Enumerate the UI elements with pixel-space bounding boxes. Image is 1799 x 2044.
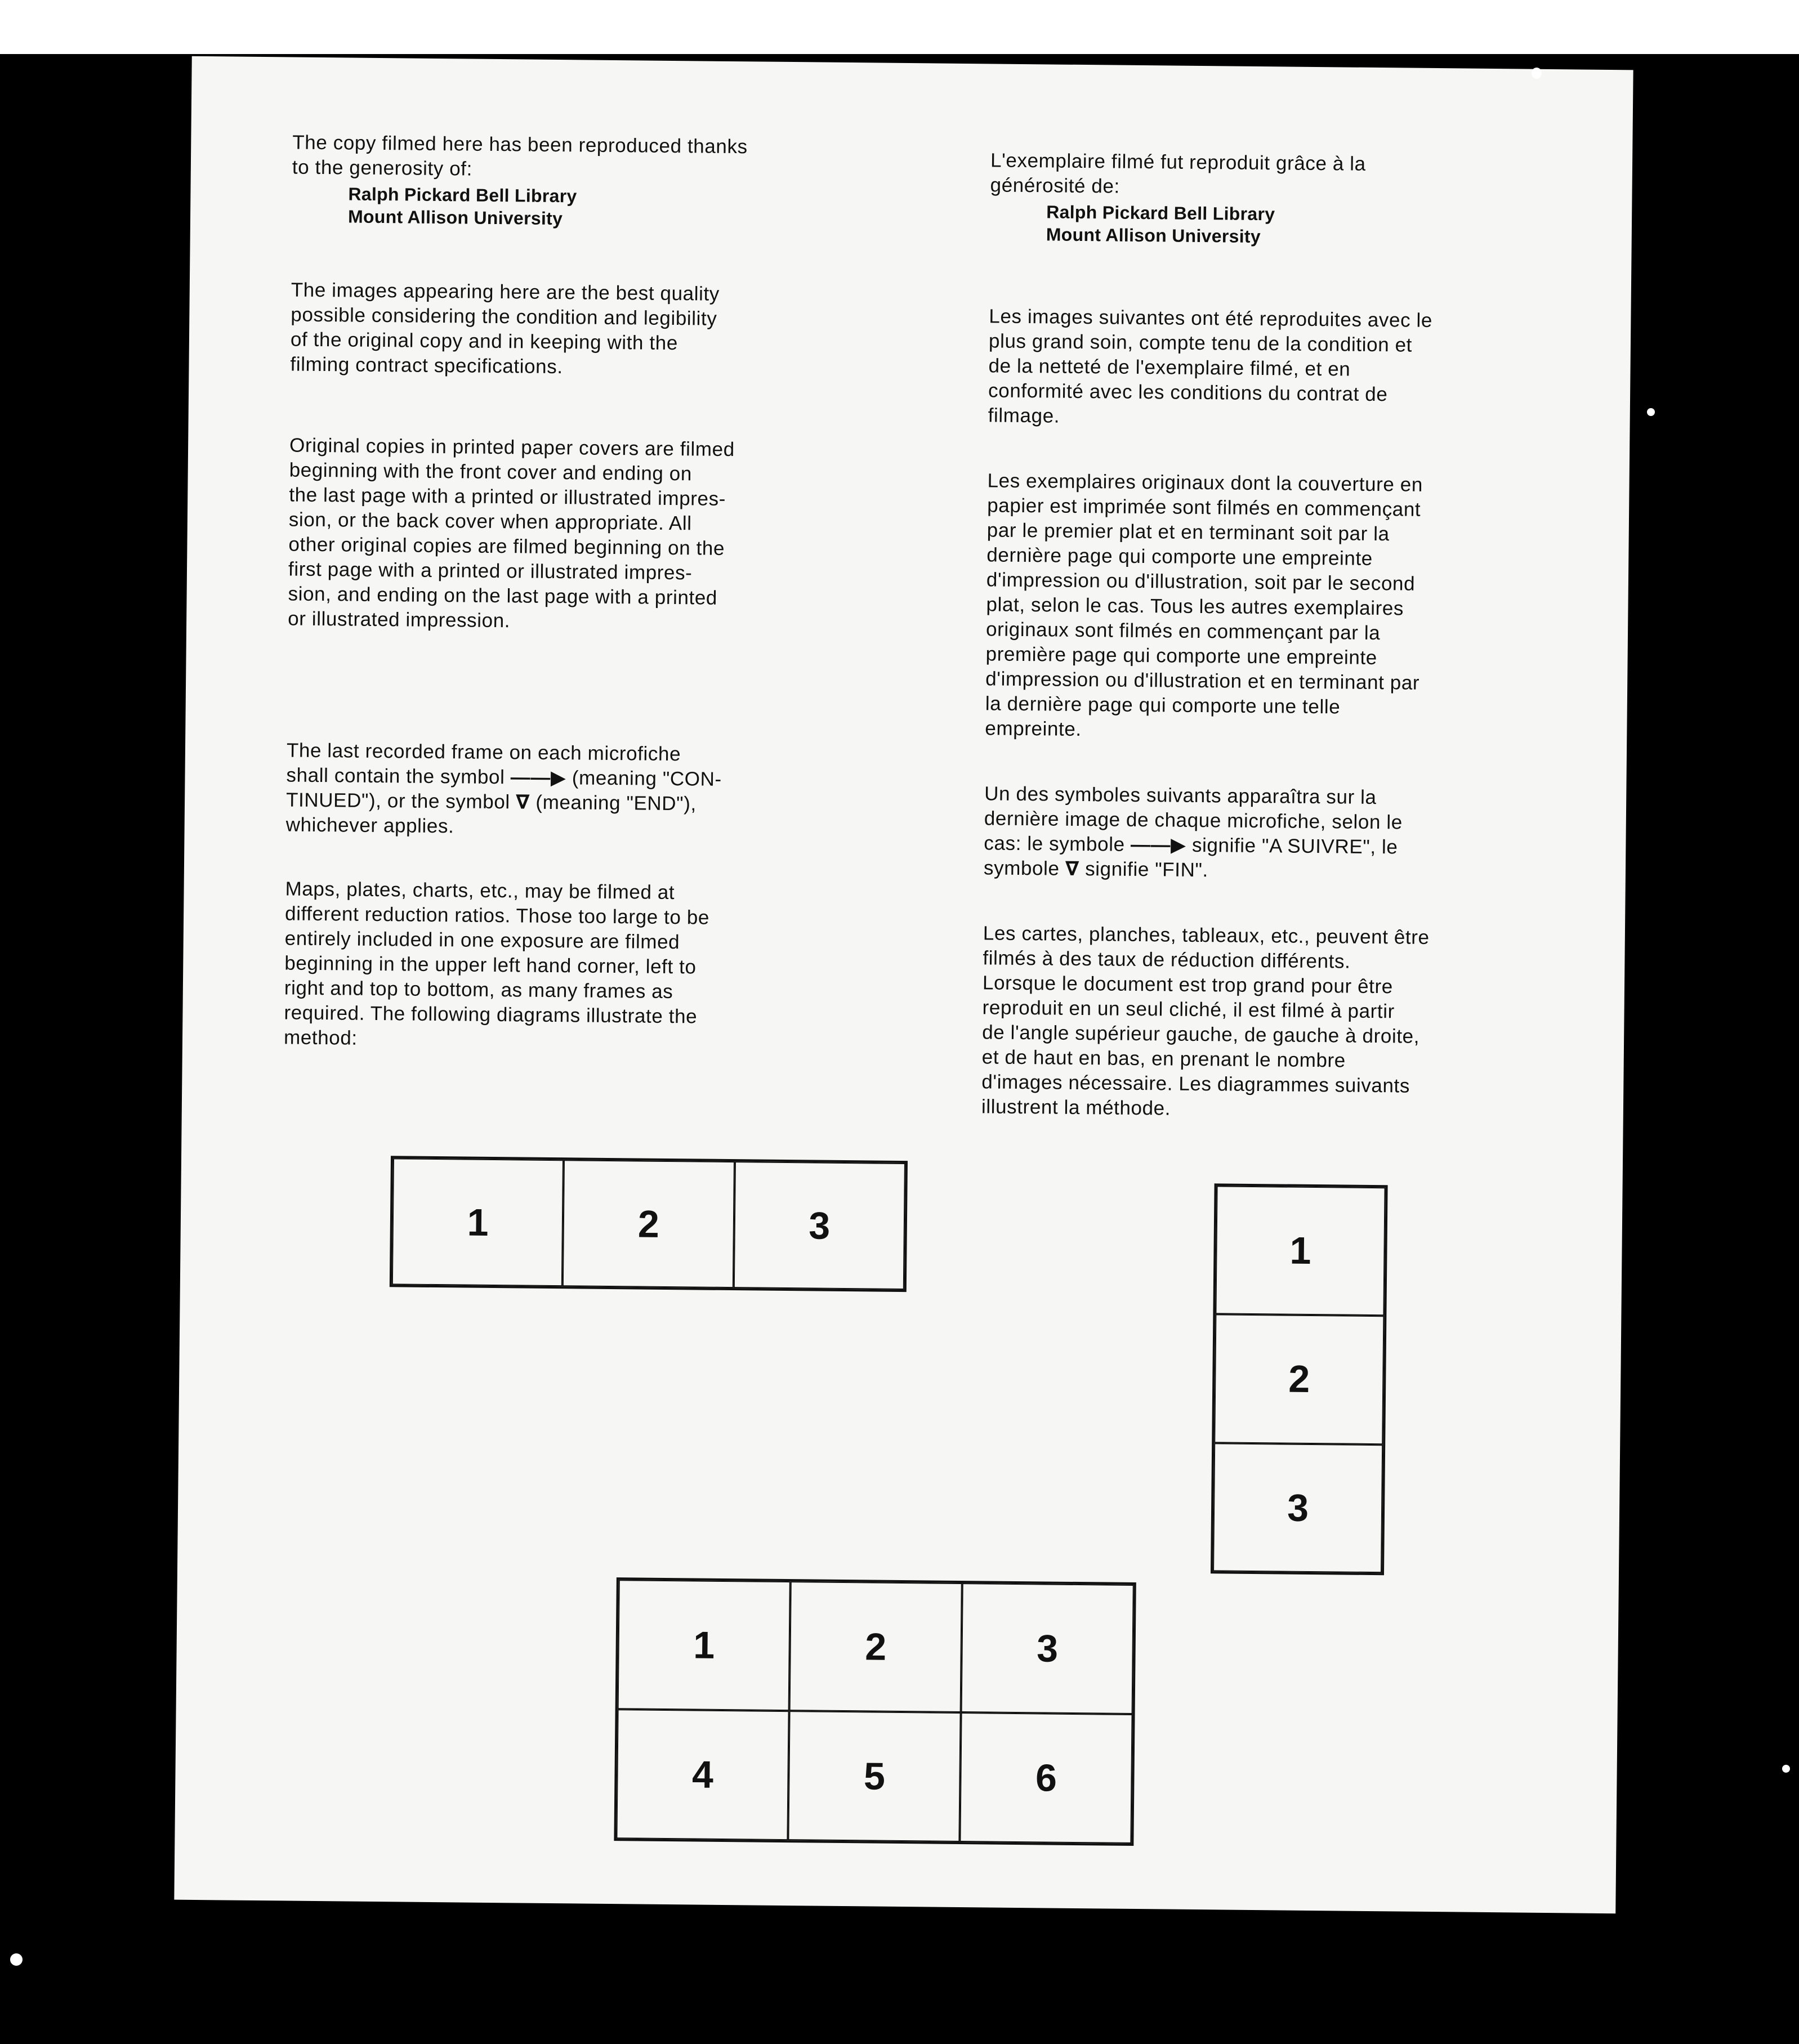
film-speck [1647, 408, 1655, 416]
vertical-frames-diagram [1211, 1183, 1388, 1575]
diagram-frame: 6 [959, 1712, 1132, 1844]
en-symbols-text-2: (meaning "CON- TINUED"), or the symbol [285, 767, 722, 813]
film-speck [1532, 68, 1542, 79]
film-speck [1782, 1765, 1790, 1773]
fr-intro: L'exemplaire filmé fut reproduit grâce à la générosité de: [990, 149, 1366, 198]
en-symbols-text-1: The last recorded frame on each microfiche shall contain the symbol [286, 739, 681, 789]
microfiche-target-page [174, 56, 1633, 1913]
diagram-frame: 3 [961, 1583, 1134, 1714]
fr-symbols-text-3: signifie "FIN". [1079, 857, 1208, 882]
diagram-frame: 1 [1215, 1186, 1385, 1316]
horizontal-frames-diagram [390, 1156, 908, 1292]
fr-quality-paragraph: Les images suivantes ont été reproduites avec le plus grand soin, compte tenu de la condition et de la netteté de l'exemplaire filmé, et en conformité avec les conditions du contrat de filmage. [988, 305, 1433, 427]
en-intro: The copy filmed here has been reproduced thanks to the generosity of: [292, 131, 748, 180]
end-triangle-icon: ∇ [515, 791, 530, 813]
fr-symbols-text-2: signifie "A SUIVRE", le symbole [983, 834, 1398, 880]
diagram-frame: 5 [788, 1711, 961, 1842]
diagram-frame: 3 [1213, 1443, 1383, 1573]
en-covers-paragraph: Original copies in printed paper covers are filmed beginning with the front cover and ending on the last page with a printed or illustrated impres- sion, or the back cover when appropriate. All other original copies are filmed beginning on the first page with a printed or illustrated impres- sion, and ending on the last page with a printed or illustrated impression. [288, 434, 735, 632]
diagram-frame: 2 [789, 1581, 962, 1712]
diagram-frame: 2 [563, 1160, 734, 1288]
english-column [284, 131, 873, 1056]
end-triangle-icon: ∇ [1065, 857, 1080, 880]
continued-arrow-icon: ——▶ [1130, 833, 1186, 856]
diagram-frame: 2 [1214, 1314, 1384, 1444]
en-quality-paragraph: The images appearing here are the best quality possible considering the condition and legibility of the original copy and in keeping with the filming contract specifications. [290, 279, 720, 378]
en-library-name: Ralph Pickard Bell Library [348, 184, 577, 207]
diagram-frame: 1 [392, 1158, 564, 1286]
fr-library-name: Ralph Pickard Bell Library [1046, 202, 1275, 225]
en-symbols-paragraph [285, 738, 867, 843]
diagram-frame: 4 [616, 1709, 789, 1840]
fr-symbols-paragraph [984, 781, 1565, 886]
french-column [981, 148, 1571, 1125]
en-university-name: Mount Allison University [347, 206, 563, 229]
fr-covers-paragraph: Les exemplaires originaux dont la couverture en papier est imprimée sont filmés en commençant par le premier plat et en terminant soit par la dernière page qui comporte une empreinte d'impression ou d'illustration, soit par le second plat, selon le cas. Tous les autres exemplaires originaux sont filmés en commençant par la première page qui comporte une empreinte d'impression ou d'illustration et en terminant par la dernière page qui comporte une telle empreinte. [985, 469, 1423, 741]
grid-frames-diagram [614, 1577, 1136, 1846]
diagram-frame: 1 [618, 1580, 791, 1711]
microfilm-top-edge [0, 0, 1799, 54]
fr-university-name: Mount Allison University [1046, 224, 1261, 247]
en-maps-paragraph: Maps, plates, charts, etc., may be filmed at different reduction ratios. Those too large to be entirely included in one exposure are filmed beginning in the upper left hand corner, left to right and top to bottom, as many frames as required. The following diagrams illustrate the method: [283, 878, 710, 1049]
fr-symbols-text-1: Un des symboles suivants apparaîtra sur la dernière image de chaque microfiche, selon le cas: le symbole [984, 782, 1403, 856]
continued-arrow-icon: ——▶ [510, 766, 566, 789]
diagram-frame: 3 [733, 1161, 905, 1290]
film-speck [10, 1953, 23, 1966]
en-symbols-text-3: (meaning "END"), whichever applies. [285, 791, 697, 838]
fr-maps-paragraph: Les cartes, planches, tableaux, etc., peuvent être filmés à des taux de réduction différents. Lorsque le document est trop grand pour être reproduit en un seul cliché, il est filmé à partir de l'angle supérieur gauche, de gauche à droite, et de haut en bas, en prenant le nombre d'images nécessaire. Les diagrammes suivants illustrent la méthode. [981, 922, 1430, 1120]
